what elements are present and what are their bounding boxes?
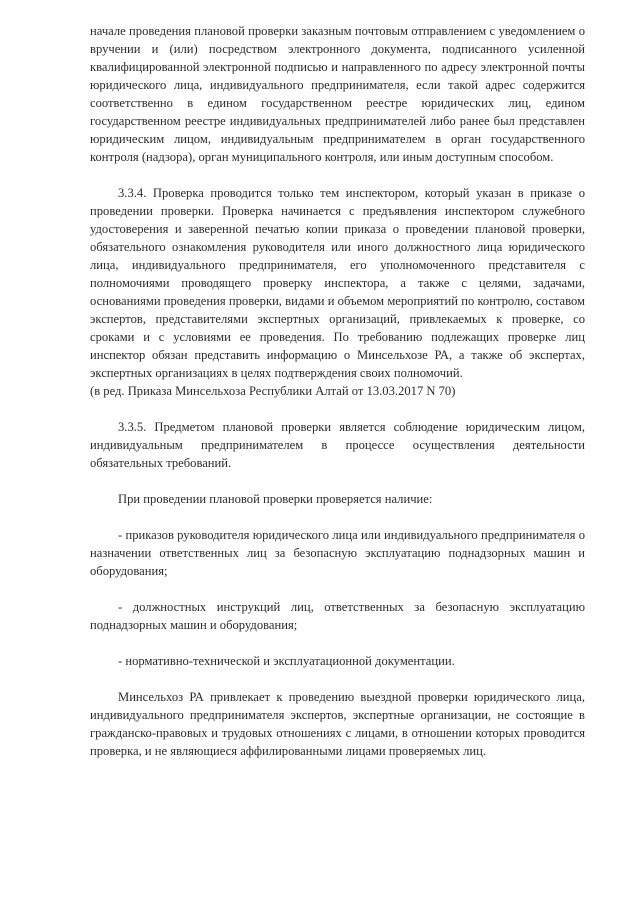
list-item-instructions: - должностных инструкций лиц, ответственных за безопасную эксплуатацию поднадзорных машин и оборудования;	[90, 600, 585, 632]
paragraph-experts: Минсельхоз РА привлекает к проведению выездной проверки юридического лица, индивидуального предпринимателя экспертов, экспертные организации, не состоящие в гражданско-правовых и трудовых отношениях с лицами, в отношении которых проводится проверка, и не являющиеся аффилированными лицами проверяемых лиц.	[90, 690, 585, 758]
paragraph-notice-continuation: начале проведения плановой проверки заказным почтовым отправлением с уведомлением о вручении и (или) посредством электронного документа, подписанного усиленной квалифицированной электронной подписью и направленного по адресу электронной почты юридического лица, индивидуального предпринимателя, если такой адрес содержится соответственно в едином государственном реестре юридических лиц, едином государственном реестре индивидуальных предпринимателей либо ранее был представлен юридическим лицом, индивидуальным предпринимателем в орган государственного контроля (надзора), орган муниципального контроля, или иным доступным способом.	[90, 24, 585, 164]
amendment-reference: (в ред. Приказа Минсельхоза Республики Алтай от 13.03.2017 N 70)	[90, 384, 456, 398]
document-body	[90, 22, 585, 760]
paragraph-check-list-intro: При проведении плановой проверки проверяется наличие:	[118, 492, 433, 506]
list-item-documentation: - нормативно-технической и эксплуатационной документации.	[118, 654, 455, 668]
paragraph-3-3-5: 3.3.5. Предметом плановой проверки является соблюдение юридическим лицом, индивидуальным предпринимателем в процессе осуществления деятельности обязательных требований.	[90, 420, 585, 470]
list-item-orders: - приказов руководителя юридического лица или индивидуального предпринимателя о назначении ответственных лиц за безопасную эксплуатацию поднадзорных машин и оборудования;	[90, 528, 585, 578]
paragraph-3-3-4: 3.3.4. Проверка проводится только тем инспектором, который указан в приказе о проведении проверки. Проверка начинается с предъявления инспектором служебного удостоверения и заверенной печатью копии приказа о проведении плановой проверки, обязательного ознакомления руководителя или иного должностного лица юридического лица, индивидуального предпринимателя, его уполномоченного представителя с полномочиями проводящего проверку инспектора, а также с целями, задачами, основаниями проведения проверки, видами и объемом мероприятий по контролю, составом экспертов, представителями экспертных организаций, привлекаемых к проверке, со сроками и с условиями ее проведения. По требованию подлежащих проверке лиц инспектор обязан представить информацию о Минсельхозе РА, а также об экспертах, экспертных организациях в целях подтверждения своих полномочий.	[90, 186, 585, 380]
